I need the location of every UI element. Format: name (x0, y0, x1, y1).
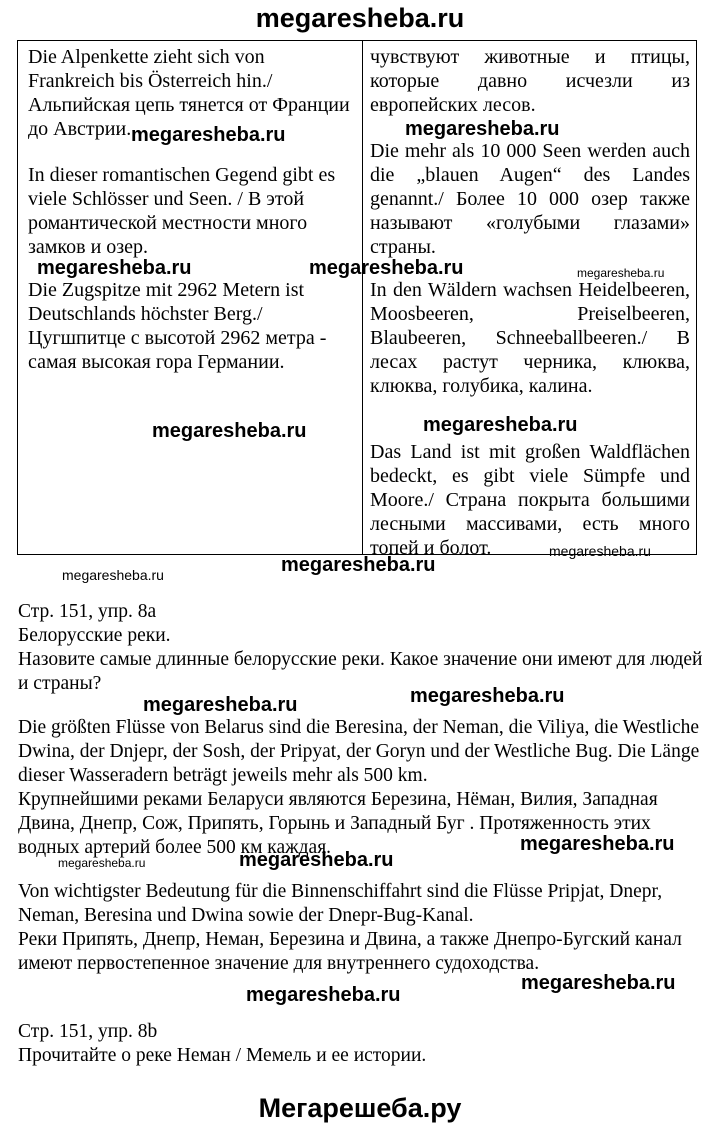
watermark: megaresheba.ru (577, 266, 665, 280)
watermark: megaresheba.ru (405, 118, 560, 140)
watermark: megaresheba.ru (58, 856, 146, 870)
exercise-8b-task: Прочитайте о реке Неман / Мемель и ее истории. (18, 1045, 427, 1066)
table-cell-right-1: чувствуют животные и птицы, которые давно исчезли из европейских лесов. (370, 46, 690, 116)
watermark: megaresheba.ru (309, 257, 464, 279)
table-cell-left-2: In dieser romantischen Gegend gibt es viele Schlösser und Seen. / В этой романтической местности много замков и озер. (28, 164, 336, 258)
watermark: megaresheba.ru (37, 257, 192, 279)
watermark: megaresheba.ru (549, 543, 651, 559)
footer-title: Мегарешеба.ру (258, 1093, 462, 1123)
exercise-8a-ref: Стр. 151, упр. 8а (18, 601, 157, 622)
table-cell-left-1: Die Alpenkette zieht sich von Frankreich bis Österreich hin./ Альпийская цепь тянется от Франции до Австрии. (28, 46, 350, 140)
exercise-8a-title: Белорусские реки. (18, 625, 171, 646)
exercise-8a-answer-ru-2: Реки Припять, Днепр, Неман, Березина и Двина, а также Днепро-Бугский канал имеют первостепенное значение для внутреннего судоходства. (18, 929, 682, 974)
watermark: megaresheba.ru (143, 694, 298, 716)
exercise-8a-task: Назовите самые длинные белорусские реки. Какое значение они имеют для людей и страны? (18, 649, 703, 694)
exercise-8a-answer-de-1: Die größten Flüsse von Belarus sind die Beresina, der Neman, die Viliya, die Westliche Dwina, der Dnjepr, der Sosh, der Pripyat, der Goryn und der Westliche Bug. Die Länge dieser Wasseradern beträgt jeweils mehr als 500 km. (18, 717, 700, 786)
watermark: megaresheba.ru (423, 414, 578, 436)
table-divider (362, 41, 363, 554)
watermark: megaresheba.ru (239, 849, 394, 871)
table-cell-left-3: Die Zugspitze mit 2962 Metern ist Deutschlands höchster Berg./ Цугшпитце с высотой 2962 метра - самая высокая гора Германии. (28, 279, 327, 373)
watermark: megaresheba.ru (62, 567, 164, 583)
site-title: megaresheba.ru (255, 3, 465, 33)
watermark: megaresheba.ru (521, 972, 676, 994)
exercise-8b-ref: Стр. 151, упр. 8b (18, 1021, 158, 1042)
watermark: megaresheba.ru (246, 984, 401, 1006)
exercise-8a-answer-de-2: Von wichtigster Bedeutung für die Binnenschiffahrt sind die Flüsse Pripjat, Dnepr, Neman, Beresina und Dwina sowie der Dnepr-Bug-Kanal. (18, 881, 663, 926)
watermark: megaresheba.ru (520, 833, 675, 855)
table-cell-right-4: Das Land ist mit großen Waldflächen bedeckt, es gibt viele Sümpfe und Moore./ Страна покрыта большими лесными массивами, есть много топей и болот. (370, 441, 690, 559)
table-cell-right-2: Die mehr als 10 000 Seen werden auch die „blauen Augen“ des Landes genannt./ Более 10 000 озер также называют «голубыми глазами» страны. (370, 140, 690, 258)
watermark: megaresheba.ru (410, 685, 565, 707)
watermark: megaresheba.ru (281, 554, 436, 576)
table-cell-right-3: In den Wäldern wachsen Heidelbeeren, Moosbeeren, Preiselbeeren, Blaubeeren, Schneeballbeeren./ В лесах растут черника, клюква, клюква, голубика, калина. (370, 279, 690, 397)
translation-table (17, 40, 697, 559)
watermark: megaresheba.ru (152, 420, 307, 442)
watermark: megaresheba.ru (131, 124, 286, 146)
exercise-8a-answer-ru-1: Крупнейшими реками Беларуси являются Березина, Нёман, Вилия, Западная Двина, Днепр, Сож, Припять, Горынь и Западный Буг . Протяженность этих водных артерий более 500 км каждая. (18, 789, 658, 858)
